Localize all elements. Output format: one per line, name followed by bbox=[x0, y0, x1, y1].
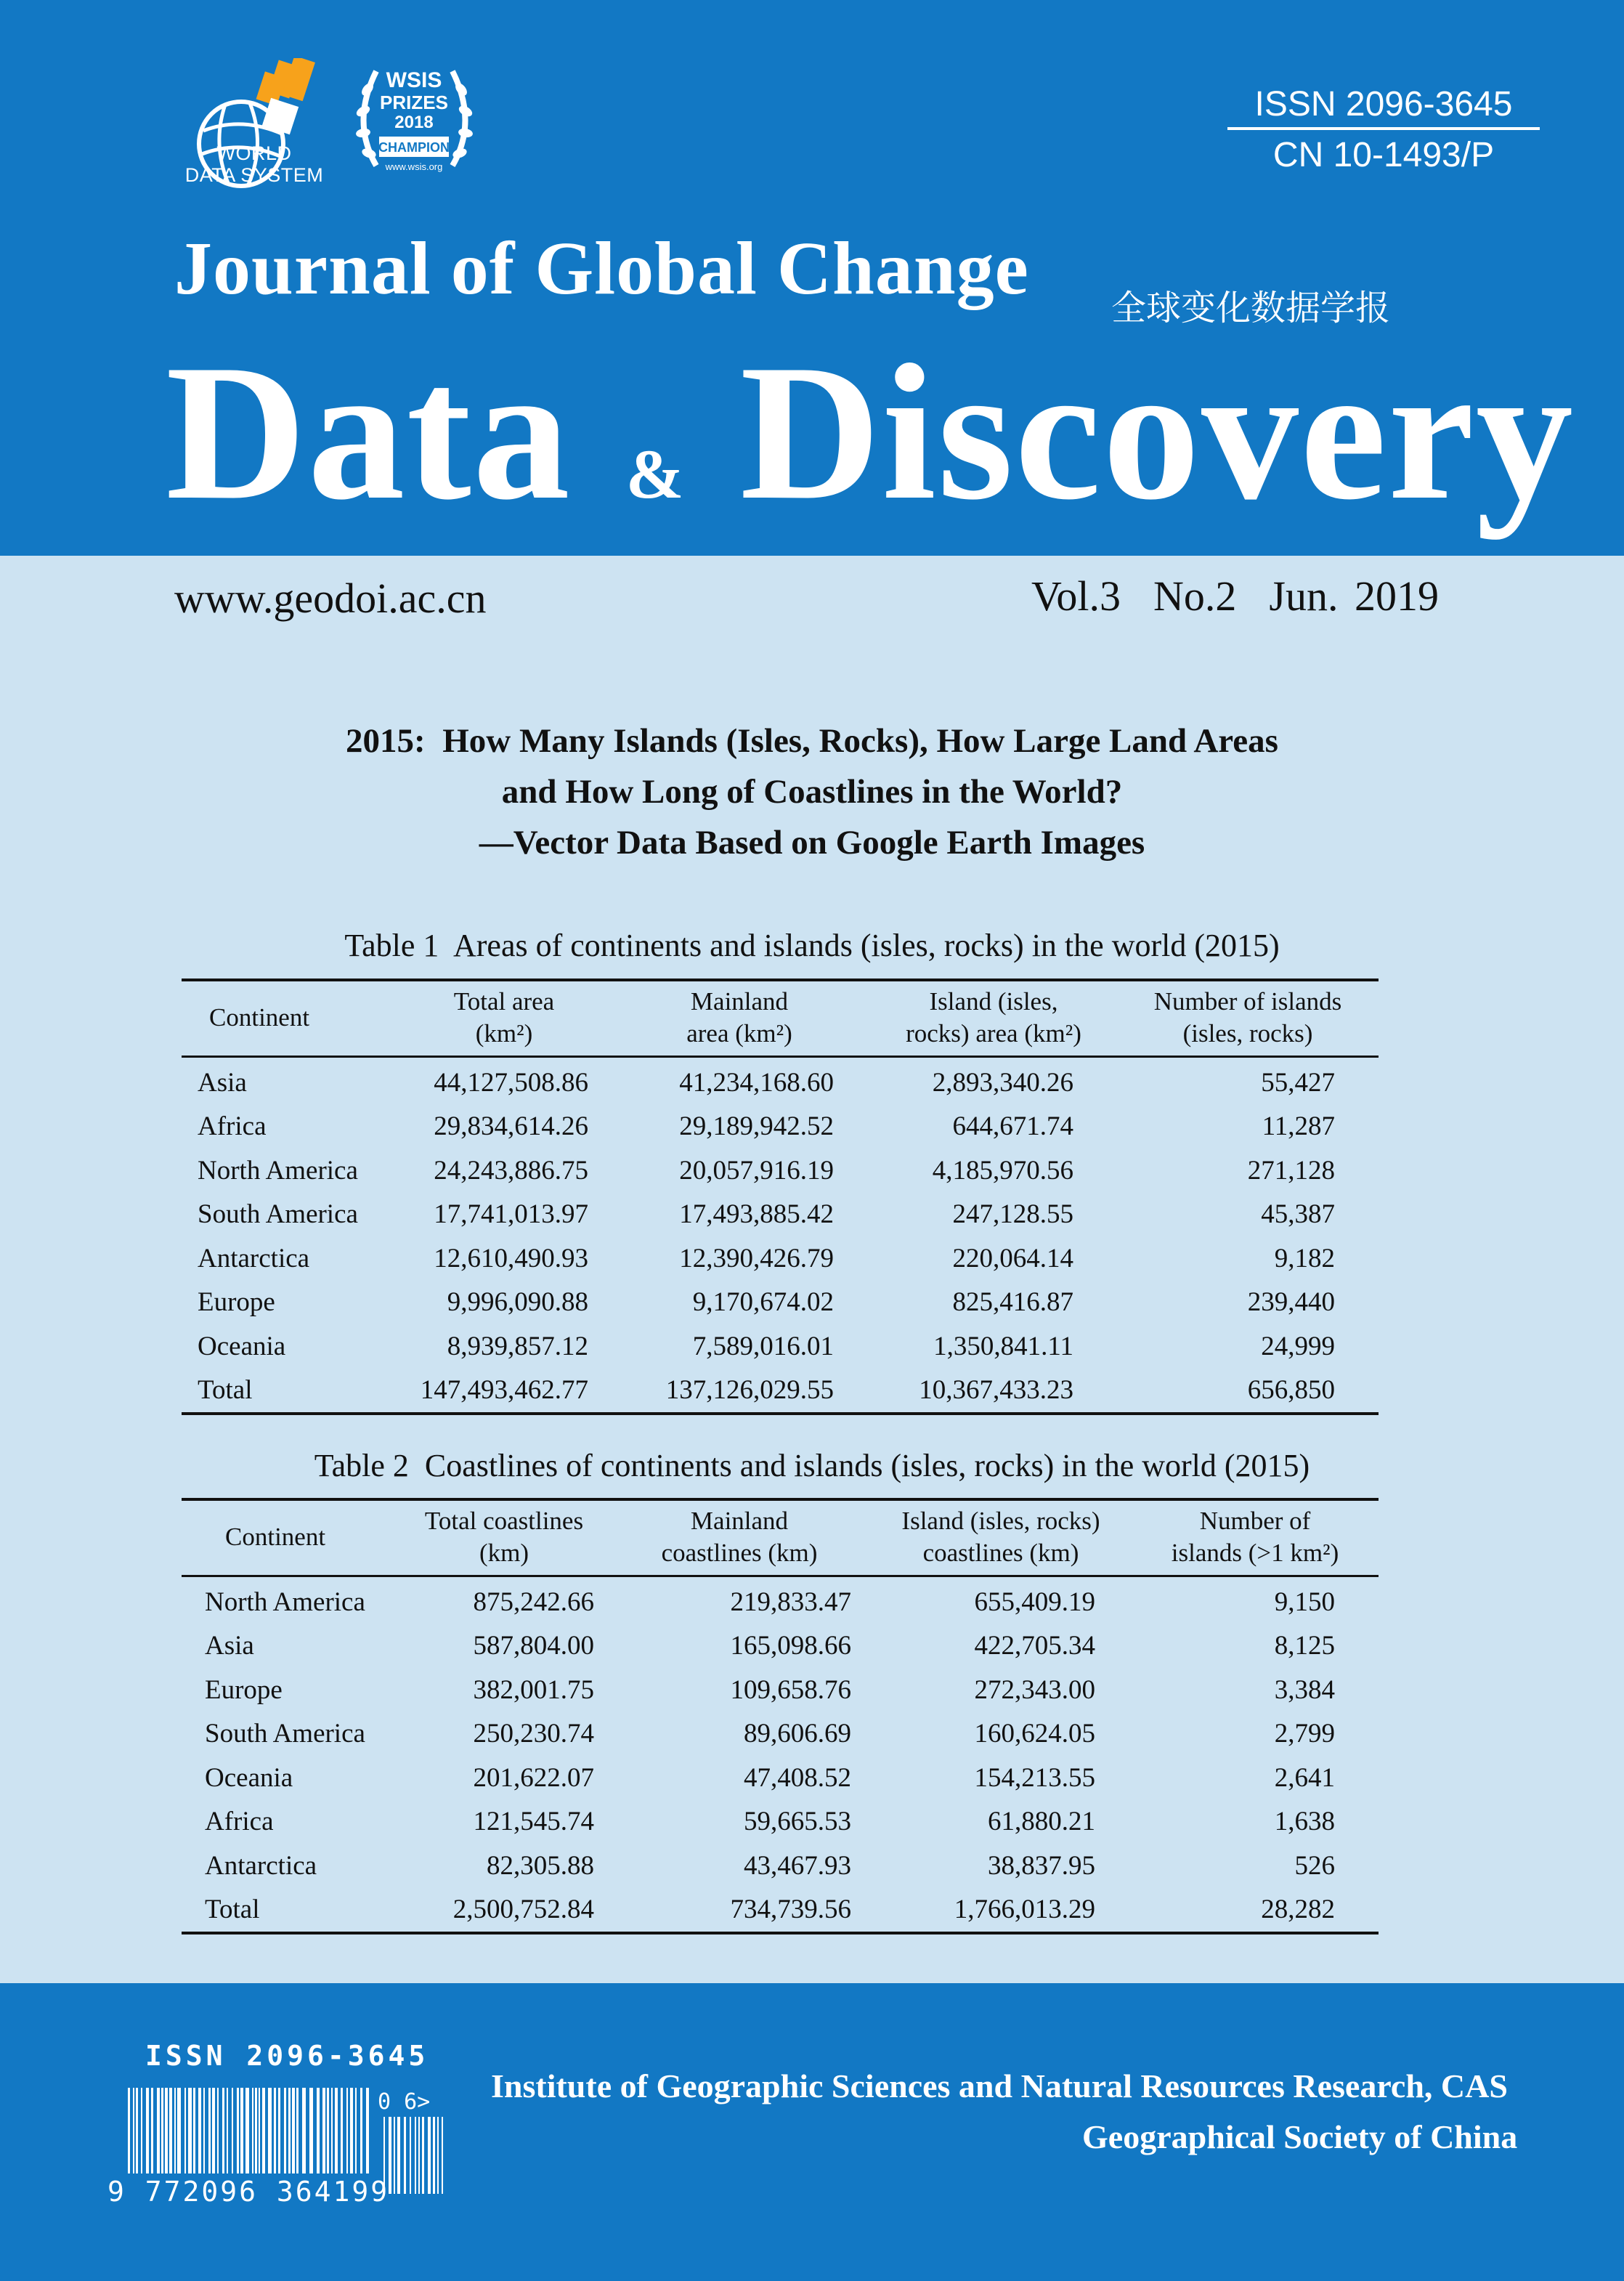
table-cell: 10,367,433.23 bbox=[919, 1375, 1073, 1406]
barcode-issn: ISSN 2096-3645 bbox=[145, 2040, 429, 2072]
table1 bbox=[182, 979, 1379, 1415]
title-part1: Data bbox=[166, 324, 572, 540]
table-cell: 656,850 bbox=[1247, 1375, 1335, 1406]
table-cell: 9,170,674.02 bbox=[692, 1287, 834, 1318]
table-cell: 9,182 bbox=[1274, 1243, 1335, 1273]
table-cell: 61,880.21 bbox=[988, 1807, 1095, 1837]
row-label: Europe bbox=[205, 1674, 283, 1705]
table-cell: 2,641 bbox=[1274, 1762, 1335, 1793]
publisher-institute: Institute of Geographic Sciences and Natural Resources Research, CAS bbox=[491, 2067, 1508, 2104]
row-label: Africa bbox=[198, 1111, 267, 1142]
paper-title bbox=[145, 716, 1479, 868]
table-cell: 4,185,970.56 bbox=[932, 1155, 1073, 1186]
table-cell: 2,500,752.84 bbox=[452, 1895, 594, 1925]
table-cell: 44,127,508.86 bbox=[434, 1067, 588, 1098]
table-cell: 47,408.52 bbox=[744, 1762, 851, 1793]
table1-header-island-area: Island (isles, rocks) area (km²) bbox=[870, 980, 1117, 1057]
table-row bbox=[182, 1057, 1379, 1105]
table-cell: 147,493,462.77 bbox=[420, 1375, 588, 1406]
journal-title bbox=[166, 324, 1575, 576]
cn-number: CN 10-1493/P bbox=[1272, 136, 1495, 174]
table-cell: 89,606.69 bbox=[744, 1719, 851, 1749]
table-row bbox=[182, 1800, 1379, 1844]
table-cell: 219,833.47 bbox=[730, 1587, 851, 1617]
table-cell: 28,282 bbox=[1261, 1895, 1335, 1925]
table-row bbox=[182, 1844, 1379, 1888]
table-cell: 734,739.56 bbox=[730, 1895, 851, 1925]
table-row bbox=[182, 1888, 1379, 1934]
table-cell: 20,057,916.19 bbox=[679, 1155, 834, 1186]
wsis-prizes-logo bbox=[347, 57, 482, 193]
row-label: Africa bbox=[205, 1807, 274, 1837]
table-cell: 220,064.14 bbox=[952, 1243, 1073, 1273]
table-cell: 8,939,857.12 bbox=[447, 1331, 588, 1361]
table-row bbox=[182, 1712, 1379, 1757]
barcode-addon: 0 6> bbox=[378, 2089, 431, 2115]
table-cell: 875,242.66 bbox=[473, 1587, 594, 1617]
table-cell: 24,999 bbox=[1261, 1331, 1335, 1361]
table-row bbox=[182, 1576, 1379, 1624]
table2-caption: Table 2 Coastlines of continents and islands (isles, rocks) in the world (2015) bbox=[314, 1448, 1310, 1483]
table-row bbox=[182, 1148, 1379, 1193]
table-cell: 24,243,886.75 bbox=[434, 1155, 588, 1186]
row-label: Antarctica bbox=[205, 1850, 317, 1881]
row-label: Total bbox=[198, 1375, 253, 1406]
table-cell: 160,624.05 bbox=[974, 1719, 1095, 1749]
table2-header-continent: Continent bbox=[182, 1499, 399, 1576]
table2 bbox=[182, 1498, 1379, 1934]
table-cell: 82,305.88 bbox=[487, 1850, 594, 1881]
paper-title-line1: 2015: How Many Islands (Isles, Rocks), How Large Land Areas bbox=[346, 722, 1278, 760]
table-cell: 1,766,013.29 bbox=[954, 1895, 1095, 1925]
table-cell: 655,409.19 bbox=[974, 1587, 1095, 1617]
table-cell: 17,493,885.42 bbox=[679, 1199, 834, 1230]
table2-header-island-count: Number of islands (>1 km²) bbox=[1132, 1499, 1379, 1576]
table-cell: 587,804.00 bbox=[473, 1631, 594, 1661]
title-part2: Discovery bbox=[739, 324, 1575, 540]
row-label: Antarctica bbox=[198, 1243, 310, 1273]
table-cell: 12,390,426.79 bbox=[679, 1243, 834, 1273]
table-cell: 271,128 bbox=[1247, 1155, 1335, 1186]
issue-info: Vol.3 No.2 Jun. 2019 bbox=[1031, 572, 1439, 620]
world-data-system-label: WORLD DATA SYSTEM bbox=[184, 142, 324, 186]
table2-header-mainland-coastlines: Mainland coastlines (km) bbox=[609, 1499, 870, 1576]
table-row bbox=[182, 1624, 1379, 1669]
table-cell: 1,638 bbox=[1274, 1807, 1335, 1837]
table-cell: 526 bbox=[1294, 1850, 1335, 1881]
table1-header-row bbox=[182, 980, 1379, 1057]
paper-title-line2: and How Long of Coastlines in the World? bbox=[501, 773, 1123, 811]
table-cell: 59,665.53 bbox=[744, 1807, 851, 1837]
svg-text:2018: 2018 bbox=[394, 113, 434, 132]
table1-header-continent: Continent bbox=[182, 980, 399, 1057]
table-cell: 154,213.55 bbox=[974, 1762, 1095, 1793]
table-cell: 137,126,029.55 bbox=[665, 1375, 834, 1406]
issn-block bbox=[1227, 84, 1540, 177]
svg-text:www.wsis.org: www.wsis.org bbox=[385, 161, 443, 172]
row-label: North America bbox=[198, 1155, 358, 1186]
table-cell: 29,834,614.26 bbox=[434, 1111, 588, 1142]
table-row bbox=[182, 1756, 1379, 1800]
svg-text:WSIS: WSIS bbox=[386, 68, 442, 92]
publisher-society: Geographical Society of China bbox=[1082, 2118, 1518, 2155]
table-cell: 201,622.07 bbox=[473, 1762, 594, 1793]
barcode-digits: 9 772096 364199 bbox=[107, 2176, 390, 2208]
table2-header-row bbox=[182, 1499, 1379, 1576]
svg-text:PRIZES: PRIZES bbox=[380, 92, 448, 113]
table-row bbox=[182, 1105, 1379, 1149]
paper-title-line3: —Vector Data Based on Google Earth Images bbox=[479, 824, 1145, 862]
table-cell: 55,427 bbox=[1261, 1067, 1335, 1098]
table2-header-total-coastlines: Total coastlines (km) bbox=[399, 1499, 609, 1576]
table-cell: 250,230.74 bbox=[473, 1719, 594, 1749]
table-cell: 382,001.75 bbox=[473, 1674, 594, 1705]
table2-header-island-coastlines: Island (isles, rocks) coastlines (km) bbox=[870, 1499, 1132, 1576]
row-label: South America bbox=[198, 1199, 358, 1230]
table-cell: 2,799 bbox=[1274, 1719, 1335, 1749]
table-cell: 239,440 bbox=[1247, 1287, 1335, 1318]
table-cell: 109,658.76 bbox=[730, 1674, 851, 1705]
table-cell: 247,128.55 bbox=[952, 1199, 1073, 1230]
table-row bbox=[182, 1193, 1379, 1237]
table-cell: 41,234,168.60 bbox=[679, 1067, 834, 1098]
table-row bbox=[182, 1324, 1379, 1369]
table-cell: 7,589,016.01 bbox=[692, 1331, 834, 1361]
table-cell: 11,287 bbox=[1262, 1111, 1335, 1142]
svg-text:CHAMPION: CHAMPION bbox=[378, 140, 450, 155]
row-label: South America bbox=[205, 1719, 365, 1749]
table-cell: 1,350,841.11 bbox=[933, 1331, 1073, 1361]
table-cell: 644,671.74 bbox=[952, 1111, 1073, 1142]
table-cell: 29,189,942.52 bbox=[679, 1111, 834, 1142]
table-cell: 272,343.00 bbox=[974, 1674, 1095, 1705]
table-row bbox=[182, 1281, 1379, 1325]
row-label: Asia bbox=[205, 1631, 254, 1661]
table-cell: 422,705.34 bbox=[974, 1631, 1095, 1661]
row-label: Total bbox=[205, 1895, 260, 1925]
table1-header-island-count: Number of islands (isles, rocks) bbox=[1117, 980, 1379, 1057]
table-cell: 9,996,090.88 bbox=[447, 1287, 588, 1318]
table-cell: 3,384 bbox=[1274, 1674, 1335, 1705]
issn-number: ISSN 2096-3645 bbox=[1227, 84, 1540, 130]
journal-prefix: Journal of Global Change bbox=[174, 227, 1029, 310]
table-cell: 43,467.93 bbox=[744, 1850, 851, 1881]
title-ampersand: & bbox=[625, 435, 686, 513]
row-label: Oceania bbox=[198, 1331, 286, 1361]
table-cell: 2,893,340.26 bbox=[932, 1067, 1073, 1098]
row-label: North America bbox=[205, 1587, 365, 1617]
table1-header-total-area: Total area (km²) bbox=[399, 980, 609, 1057]
table1-header-mainland-area: Mainland area (km²) bbox=[609, 980, 870, 1057]
journal-url: www.geodoi.ac.cn bbox=[174, 575, 487, 622]
row-label: Asia bbox=[198, 1067, 247, 1098]
chinese-title: 全球变化数据学报 bbox=[1111, 288, 1391, 328]
row-label: Oceania bbox=[205, 1762, 293, 1793]
table-cell: 38,837.95 bbox=[988, 1850, 1095, 1881]
table-row bbox=[182, 1236, 1379, 1281]
table-row bbox=[182, 1369, 1379, 1414]
table-cell: 9,150 bbox=[1274, 1587, 1335, 1617]
table-cell: 121,545.74 bbox=[473, 1807, 594, 1837]
table-cell: 17,741,013.97 bbox=[434, 1199, 588, 1230]
table-row bbox=[182, 1668, 1379, 1712]
table-cell: 45,387 bbox=[1261, 1199, 1335, 1230]
row-label: Europe bbox=[198, 1287, 275, 1318]
table1-caption: Table 1 Areas of continents and islands (isles, rocks) in the world (2015) bbox=[344, 928, 1280, 963]
table-cell: 165,098.66 bbox=[730, 1631, 851, 1661]
table-cell: 12,610,490.93 bbox=[434, 1243, 588, 1273]
table-cell: 8,125 bbox=[1274, 1631, 1335, 1661]
table-cell: 825,416.87 bbox=[952, 1287, 1073, 1318]
